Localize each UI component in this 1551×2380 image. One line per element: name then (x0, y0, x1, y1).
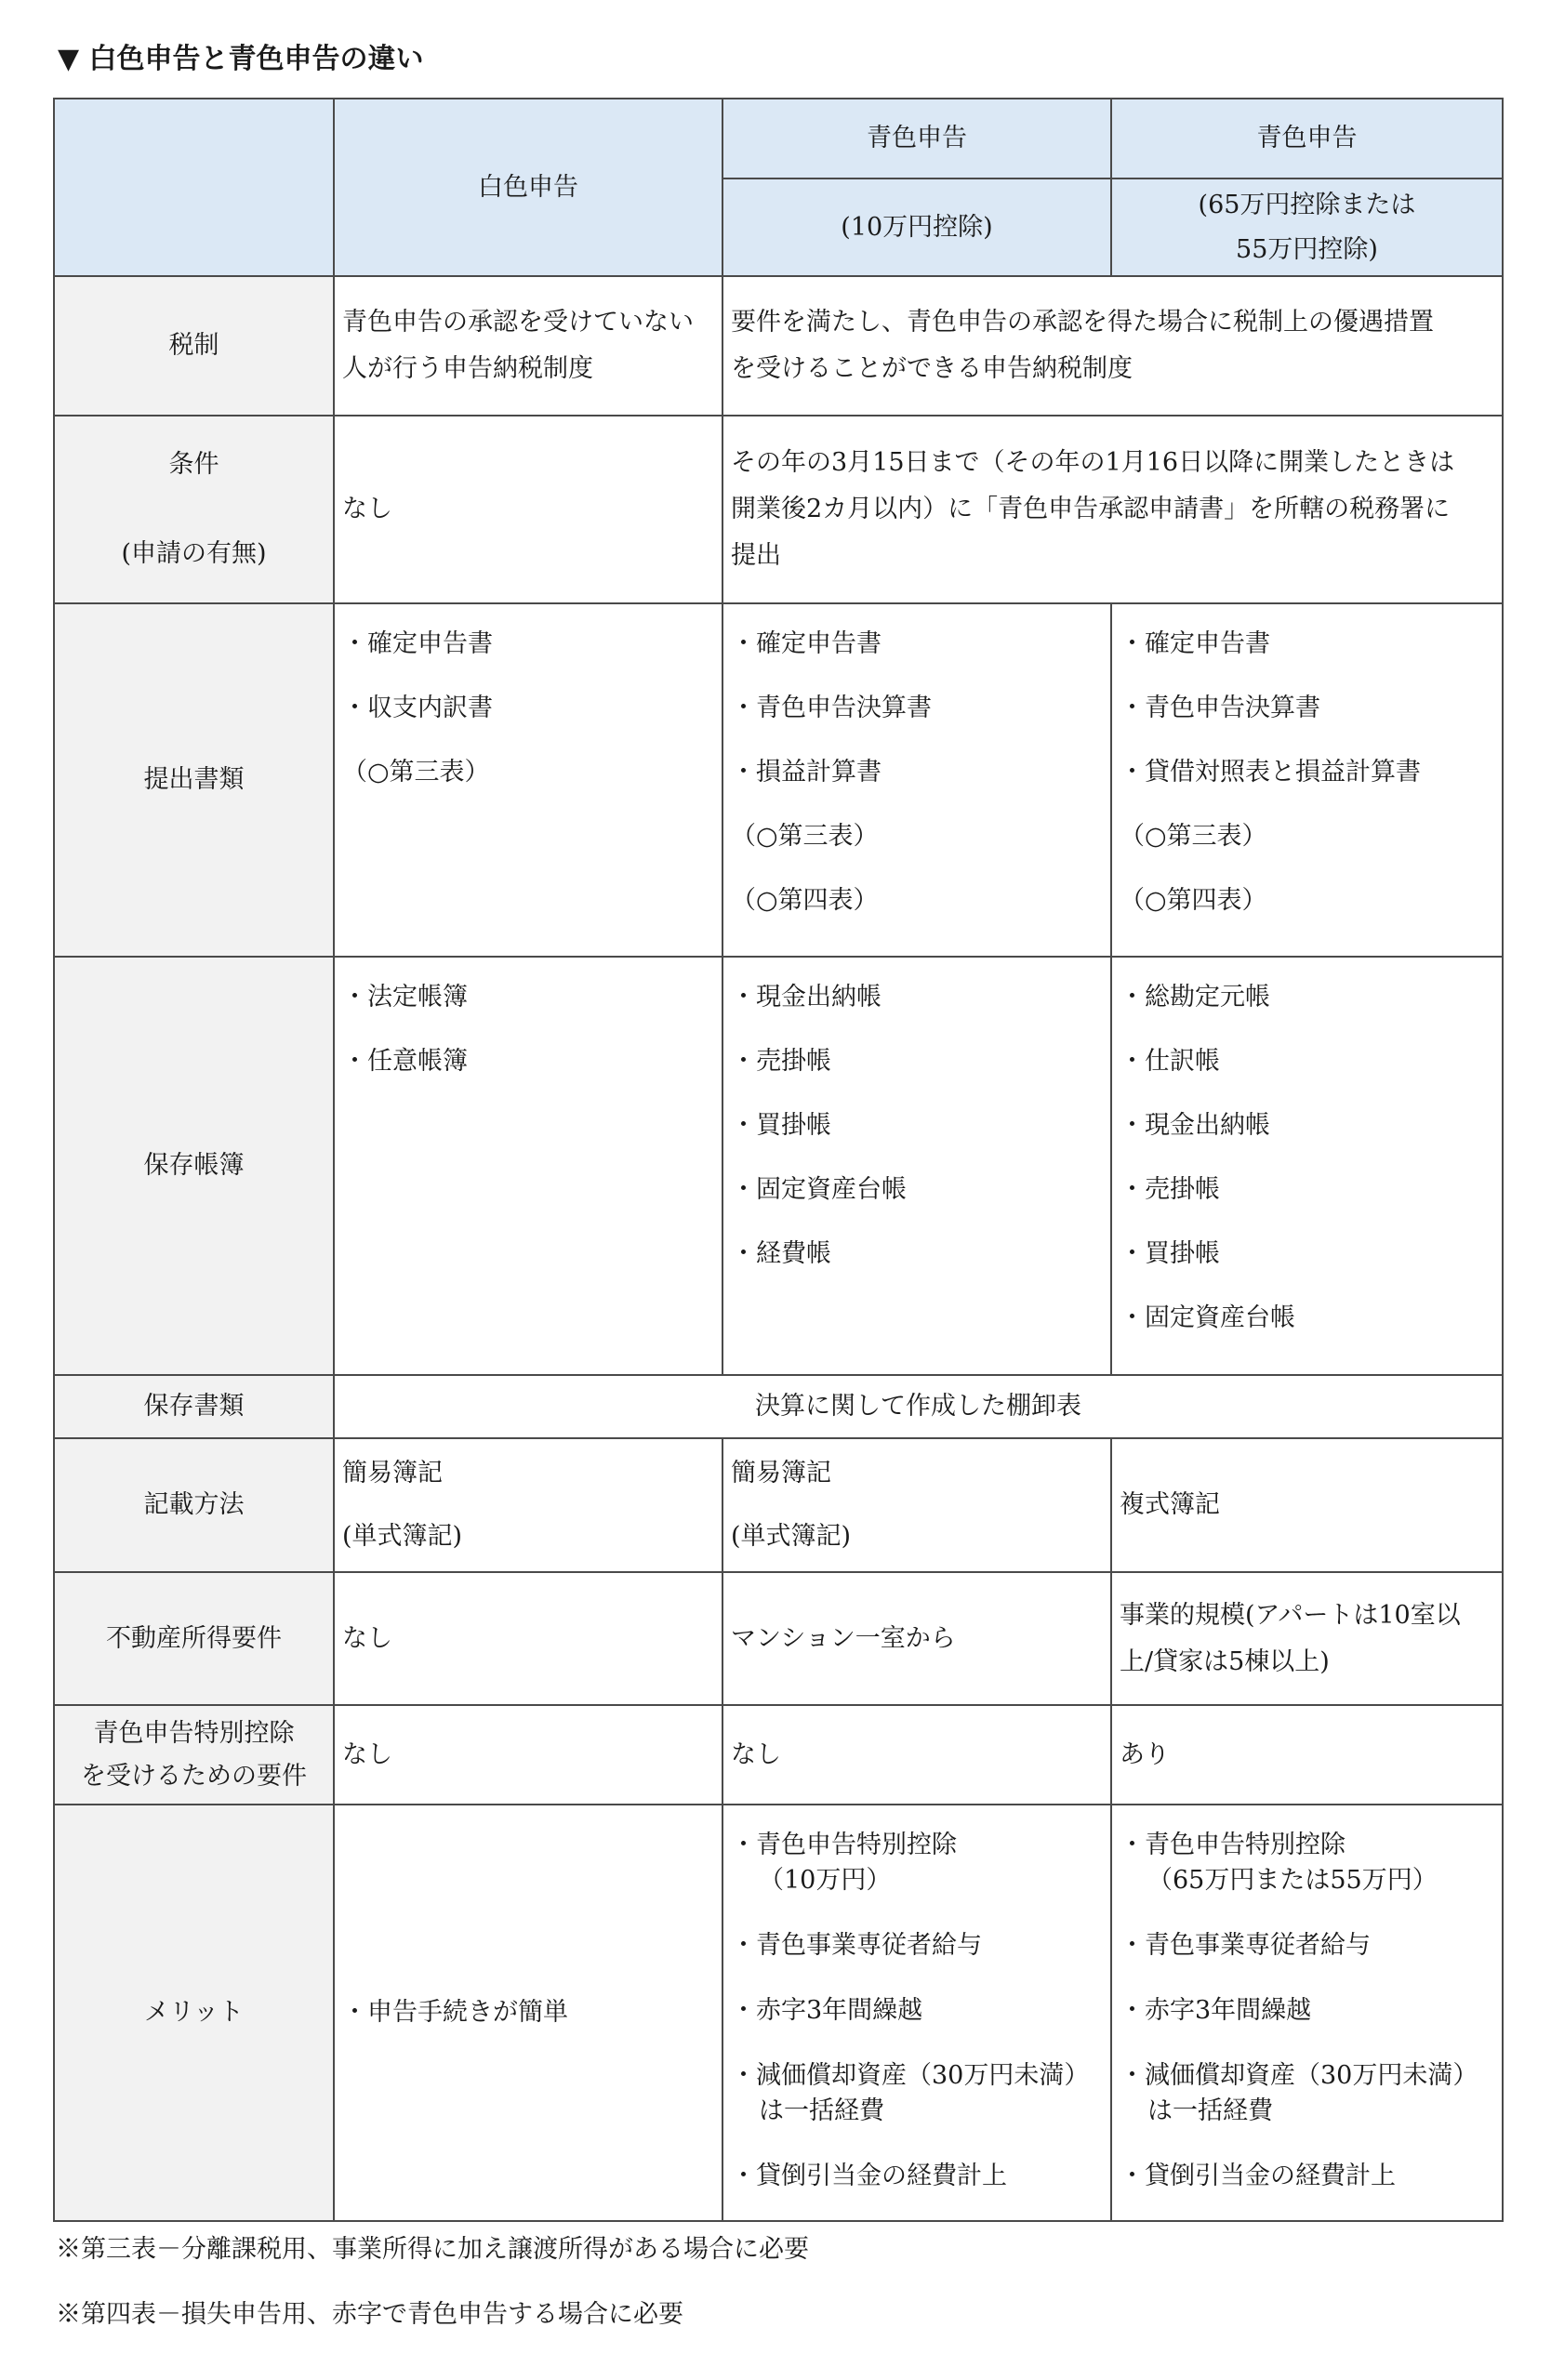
row-label-conditions: 条件 (申請の有無) (54, 416, 334, 603)
row-label-books: 保存帳簿 (54, 957, 334, 1375)
bookkeeping-blue65: 複式簿記 (1111, 1438, 1503, 1572)
conditions-white: なし (334, 416, 722, 603)
page-title: ▼ 白色申告と青色申告の違い (58, 43, 424, 75)
list-item: ・売掛帳 (1120, 1175, 1220, 1204)
merits-white: ・申告手続きが簡単 (334, 1805, 722, 2221)
list-item: ・確定申告書 (1120, 629, 1270, 658)
list-item: ・固定資産台帳 (1120, 1303, 1295, 1332)
list-item: ・収支内訳書 (342, 694, 493, 722)
documents-blue10 (722, 603, 1111, 957)
conditions-blue: その年の3月15日まで（その年の1月16日以降に開業したときは 開業後2カ月以内）に「青色申告承認申請書」を所轄の税務署に 提出 (722, 416, 1503, 603)
list-item: ・経費帳 (731, 1239, 831, 1268)
list-item: ・総勘定元帳 (1120, 983, 1270, 1012)
list-item: （○第三表） (1120, 822, 1267, 851)
list-item: ・貸倒引当金の経費計上 (731, 2162, 1007, 2190)
books-blue10 (722, 957, 1111, 1375)
list-item: ・現金出納帳 (1120, 1111, 1270, 1140)
special-deduction-white: なし (334, 1705, 722, 1805)
row-books (54, 957, 1503, 1375)
list-item: （○第三表） (342, 758, 490, 787)
tax-system-blue: 要件を満たし、青色申告の承認を得た場合に税制上の優遇措置 を受けることができる申告納税制度 (722, 276, 1503, 416)
saved-docs-value: 決算に関して作成した棚卸表 (334, 1375, 1503, 1438)
row-saved-docs (54, 1375, 1503, 1438)
list-item: ・貸倒引当金の経費計上 (1120, 2162, 1396, 2190)
list-item: ・減価償却資産（30万円未満） は一括経費 (1120, 2061, 1478, 2125)
row-label-special-deduction: 青色申告特別控除 を受けるための要件 (54, 1705, 334, 1805)
list-item: ・青色申告決算書 (1120, 694, 1320, 722)
list-item: ・赤字3年間繰越 (1120, 1996, 1312, 2025)
merits-blue10 (722, 1805, 1111, 2221)
list-item: （○第三表） (731, 822, 879, 851)
header-blue10-sub: (10万円控除) (722, 178, 1111, 276)
list-item: ・任意帳簿 (342, 1047, 468, 1076)
list-item: ・減価償却資産（30万円未満） は一括経費 (731, 2061, 1090, 2125)
row-tax-system (54, 276, 1503, 416)
list-item: ・固定資産台帳 (731, 1175, 907, 1204)
special-deduction-blue10: なし (722, 1705, 1111, 1805)
row-label-bookkeeping: 記載方法 (54, 1438, 334, 1572)
documents-white (334, 603, 722, 957)
list-item: ・貸借対照表と損益計算書 (1120, 758, 1421, 787)
list-item: ・売掛帳 (731, 1047, 831, 1076)
header-blue65-name: 青色申告 (1111, 99, 1503, 178)
header-empty-cell (54, 99, 334, 276)
list-item: ・青色申告決算書 (731, 694, 932, 722)
list-item: ・仕訳帳 (1120, 1047, 1220, 1076)
real-estate-white: なし (334, 1572, 722, 1705)
footnote-table4: ※第四表－損失申告用、赤字で青色申告する場合に必要 (56, 2300, 683, 2329)
row-label-merits: メリット (54, 1805, 334, 2221)
real-estate-blue65: 事業的規模(アパートは10室以 上/貸家は5棟以上) (1111, 1572, 1503, 1705)
list-item: ・買掛帳 (1120, 1239, 1220, 1268)
books-blue65 (1111, 957, 1503, 1375)
list-item: ・損益計算書 (731, 758, 882, 787)
list-item: ・現金出納帳 (731, 983, 882, 1012)
list-item: ・青色事業専従者給与 (1120, 1931, 1371, 1960)
list-item: ・青色申告特別控除 （10万円） (731, 1831, 957, 1895)
list-item: ・確定申告書 (731, 629, 882, 658)
header-blue65-sub: (65万円控除または 55万円控除) (1111, 178, 1503, 276)
row-label-tax-system: 税制 (54, 276, 334, 416)
list-item: ・青色申告特別控除 （65万円または55万円） (1120, 1831, 1438, 1895)
list-item: ・青色事業専従者給与 (731, 1931, 982, 1960)
bookkeeping-blue10: 簡易簿記 (単式簿記) (722, 1438, 1111, 1572)
comparison-table (53, 98, 1504, 2222)
row-conditions (54, 416, 1503, 603)
footnote-table3: ※第三表－分離課税用、事業所得に加え譲渡所得がある場合に必要 (56, 2235, 809, 2264)
list-item: ・法定帳簿 (342, 983, 468, 1012)
books-white (334, 957, 722, 1375)
documents-blue65 (1111, 603, 1503, 957)
row-real-estate (54, 1572, 1503, 1705)
row-special-deduction (54, 1705, 1503, 1805)
list-item: ・買掛帳 (731, 1111, 831, 1140)
list-item: ・赤字3年間繰越 (731, 1996, 923, 2025)
row-label-real-estate: 不動産所得要件 (54, 1572, 334, 1705)
header-white: 白色申告 (334, 99, 722, 276)
merits-blue65 (1111, 1805, 1503, 2221)
row-bookkeeping (54, 1438, 1503, 1572)
list-item: （○第四表） (731, 886, 879, 915)
row-documents (54, 603, 1503, 957)
bookkeeping-white: 簡易簿記 (単式簿記) (334, 1438, 722, 1572)
row-merits (54, 1805, 1503, 2221)
header-blue10-name: 青色申告 (722, 99, 1111, 178)
row-label-saved-docs: 保存書類 (54, 1375, 334, 1438)
special-deduction-blue65: あり (1111, 1705, 1503, 1805)
row-label-documents: 提出書類 (54, 603, 334, 957)
header-row (54, 99, 1503, 178)
real-estate-blue10: マンション一室から (722, 1572, 1111, 1705)
list-item: （○第四表） (1120, 886, 1267, 915)
tax-system-white: 青色申告の承認を受けていない 人が行う申告納税制度 (334, 276, 722, 416)
list-item: ・確定申告書 (342, 629, 493, 658)
